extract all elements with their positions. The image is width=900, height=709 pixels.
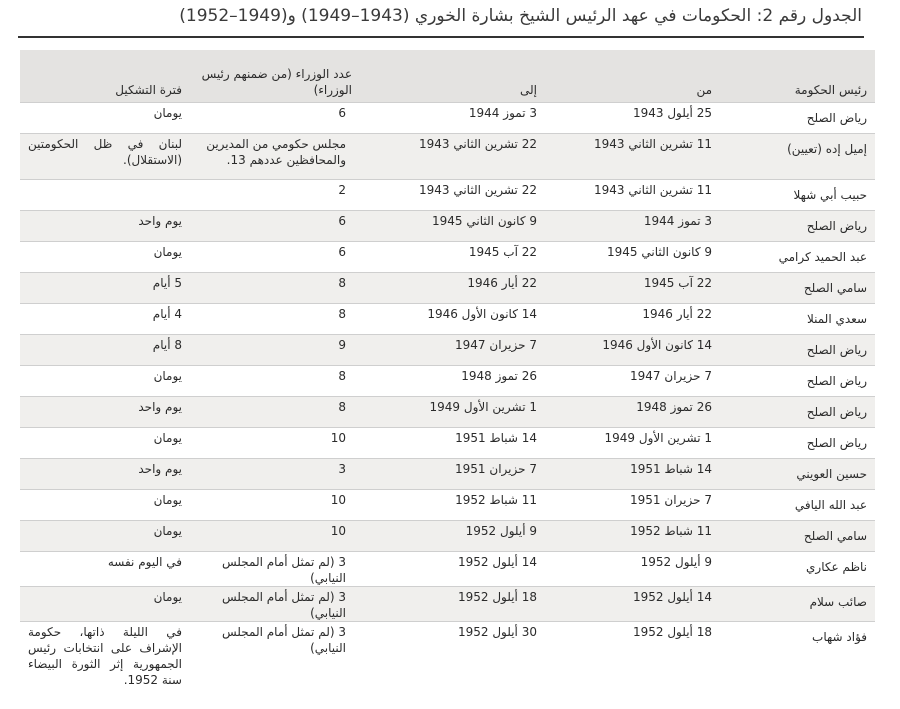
cell-head-of-government: فؤاد شهاب	[720, 622, 875, 709]
caption-divider	[18, 36, 864, 38]
table-caption: الجدول رقم 2: الحكومات في عهد الرئيس الشيخ بشارة الخوري (1943–1949) و(1949–1952)	[179, 6, 862, 26]
table-body	[20, 103, 875, 709]
cell-to: 14 كانون الأول 1946	[360, 304, 545, 335]
cell-from: 7 حزيران 1951	[545, 490, 720, 521]
table-row	[20, 273, 875, 304]
cell-formation-period: 8 أيام	[20, 335, 190, 366]
table-row	[20, 587, 875, 622]
cell-to: 7 حزيران 1947	[360, 335, 545, 366]
cell-head-of-government: سامي الصلح	[720, 521, 875, 552]
cell-from: 14 شباط 1951	[545, 459, 720, 490]
cell-to: 26 تموز 1948	[360, 366, 545, 397]
cell-minister-count: 10	[190, 490, 360, 521]
cell-minister-count: 8	[190, 397, 360, 428]
governments-table	[20, 50, 875, 709]
cell-to: 18 أيلول 1952	[360, 587, 545, 622]
cell-to: 22 تشرين الثاني 1943	[360, 180, 545, 211]
cell-formation-period: في اليوم نفسه	[20, 552, 190, 587]
cell-formation-period: يومان	[20, 103, 190, 134]
cell-minister-count: 8	[190, 366, 360, 397]
cell-from: 11 تشرين الثاني 1943	[545, 180, 720, 211]
table-row	[20, 521, 875, 552]
table-row	[20, 211, 875, 242]
cell-minister-count: 3 (لم تمثل أمام المجلس النيابي)	[190, 622, 360, 709]
cell-formation-period	[20, 180, 190, 211]
table-row	[20, 180, 875, 211]
table-row	[20, 622, 875, 709]
cell-from: 9 أيلول 1952	[545, 552, 720, 587]
cell-formation-period: 5 أيام	[20, 273, 190, 304]
cell-minister-count: 8	[190, 273, 360, 304]
cell-from: 25 أيلول 1943	[545, 103, 720, 134]
table-row	[20, 428, 875, 459]
cell-head-of-government: سامي الصلح	[720, 273, 875, 304]
cell-head-of-government: ناظم عكاري	[720, 552, 875, 587]
cell-to: 1 تشرين الأول 1949	[360, 397, 545, 428]
cell-minister-count: 6	[190, 103, 360, 134]
cell-from: 11 تشرين الثاني 1943	[545, 134, 720, 180]
cell-from: 26 تموز 1948	[545, 397, 720, 428]
cell-head-of-government: سعدي المنلا	[720, 304, 875, 335]
cell-minister-count: 8	[190, 304, 360, 335]
cell-head-of-government: رياض الصلح	[720, 211, 875, 242]
cell-head-of-government: حبيب أبي شهلا	[720, 180, 875, 211]
cell-formation-period: 4 أيام	[20, 304, 190, 335]
cell-formation-period: يوم واحد	[20, 459, 190, 490]
cell-from: 9 كانون الثاني 1945	[545, 242, 720, 273]
cell-head-of-government: رياض الصلح	[720, 335, 875, 366]
table-row	[20, 304, 875, 335]
table-row	[20, 103, 875, 134]
cell-head-of-government: رياض الصلح	[720, 366, 875, 397]
cell-to: 14 أيلول 1952	[360, 552, 545, 587]
cell-head-of-government: عبد الحميد كرامي	[720, 242, 875, 273]
cell-head-of-government: إميل إده (تعيين)	[720, 134, 875, 180]
cell-head-of-government: حسين العويني	[720, 459, 875, 490]
table-row	[20, 335, 875, 366]
cell-head-of-government: رياض الصلح	[720, 103, 875, 134]
cell-head-of-government: رياض الصلح	[720, 428, 875, 459]
cell-formation-period: يوم واحد	[20, 211, 190, 242]
cell-head-of-government: عبد الله اليافي	[720, 490, 875, 521]
table-row	[20, 490, 875, 521]
cell-minister-count: 6	[190, 211, 360, 242]
cell-to: 7 حزيران 1951	[360, 459, 545, 490]
cell-formation-period: يومان	[20, 242, 190, 273]
header-formation-period: فترة التشكيل	[20, 50, 190, 103]
table-row	[20, 552, 875, 587]
cell-to: 22 تشرين الثاني 1943	[360, 134, 545, 180]
cell-to: 9 كانون الثاني 1945	[360, 211, 545, 242]
cell-from: 18 أيلول 1952	[545, 622, 720, 709]
cell-formation-period: لبنان في ظل الحكومتين (الاستقلال).	[20, 134, 190, 180]
cell-minister-count: 10	[190, 521, 360, 552]
cell-minister-count: مجلس حكومي من المديرين والمحافظين عددهم 13.	[190, 134, 360, 180]
cell-from: 14 أيلول 1952	[545, 587, 720, 622]
table-row	[20, 134, 875, 180]
cell-to: 3 تموز 1944	[360, 103, 545, 134]
table-row	[20, 366, 875, 397]
cell-minister-count: 9	[190, 335, 360, 366]
header-minister-count: عدد الوزراء (من ضمنهم رئيس الوزراء)	[190, 50, 360, 103]
cell-formation-period: يومان	[20, 521, 190, 552]
cell-head-of-government: صائب سلام	[720, 587, 875, 622]
table-row	[20, 242, 875, 273]
cell-minister-count: 3 (لم تمثل أمام المجلس النيابي)	[190, 552, 360, 587]
cell-from: 7 حزيران 1947	[545, 366, 720, 397]
cell-from: 22 أيار 1946	[545, 304, 720, 335]
cell-formation-period: يوم واحد	[20, 397, 190, 428]
cell-from: 11 شباط 1952	[545, 521, 720, 552]
table-row	[20, 397, 875, 428]
cell-to: 22 آب 1945	[360, 242, 545, 273]
cell-formation-period: يومان	[20, 490, 190, 521]
cell-from: 22 آب 1945	[545, 273, 720, 304]
cell-from: 1 تشرين الأول 1949	[545, 428, 720, 459]
cell-formation-period: يومان	[20, 366, 190, 397]
cell-to: 11 شباط 1952	[360, 490, 545, 521]
cell-to: 22 أيار 1946	[360, 273, 545, 304]
header-head-of-government: رئيس الحكومة	[720, 50, 875, 103]
cell-formation-period: في الليلة ذاتها، حكومة الإشراف على انتخابات رئيس الجمهورية إثر الثورة البيضاء سنة 1952.	[20, 622, 190, 709]
cell-minister-count: 6	[190, 242, 360, 273]
cell-from: 3 تموز 1944	[545, 211, 720, 242]
cell-to: 30 أيلول 1952	[360, 622, 545, 709]
cell-minister-count: 2	[190, 180, 360, 211]
cell-formation-period: يومان	[20, 428, 190, 459]
cell-from: 14 كانون الأول 1946	[545, 335, 720, 366]
cell-minister-count: 10	[190, 428, 360, 459]
cell-to: 9 أيلول 1952	[360, 521, 545, 552]
cell-head-of-government: رياض الصلح	[720, 397, 875, 428]
cell-minister-count: 3	[190, 459, 360, 490]
table-header-row	[20, 50, 875, 103]
cell-to: 14 شباط 1951	[360, 428, 545, 459]
cell-formation-period: يومان	[20, 587, 190, 622]
cell-minister-count: 3 (لم تمثل أمام المجلس النيابي)	[190, 587, 360, 622]
header-from: من	[545, 50, 720, 103]
table-row	[20, 459, 875, 490]
header-to: إلى	[360, 50, 545, 103]
